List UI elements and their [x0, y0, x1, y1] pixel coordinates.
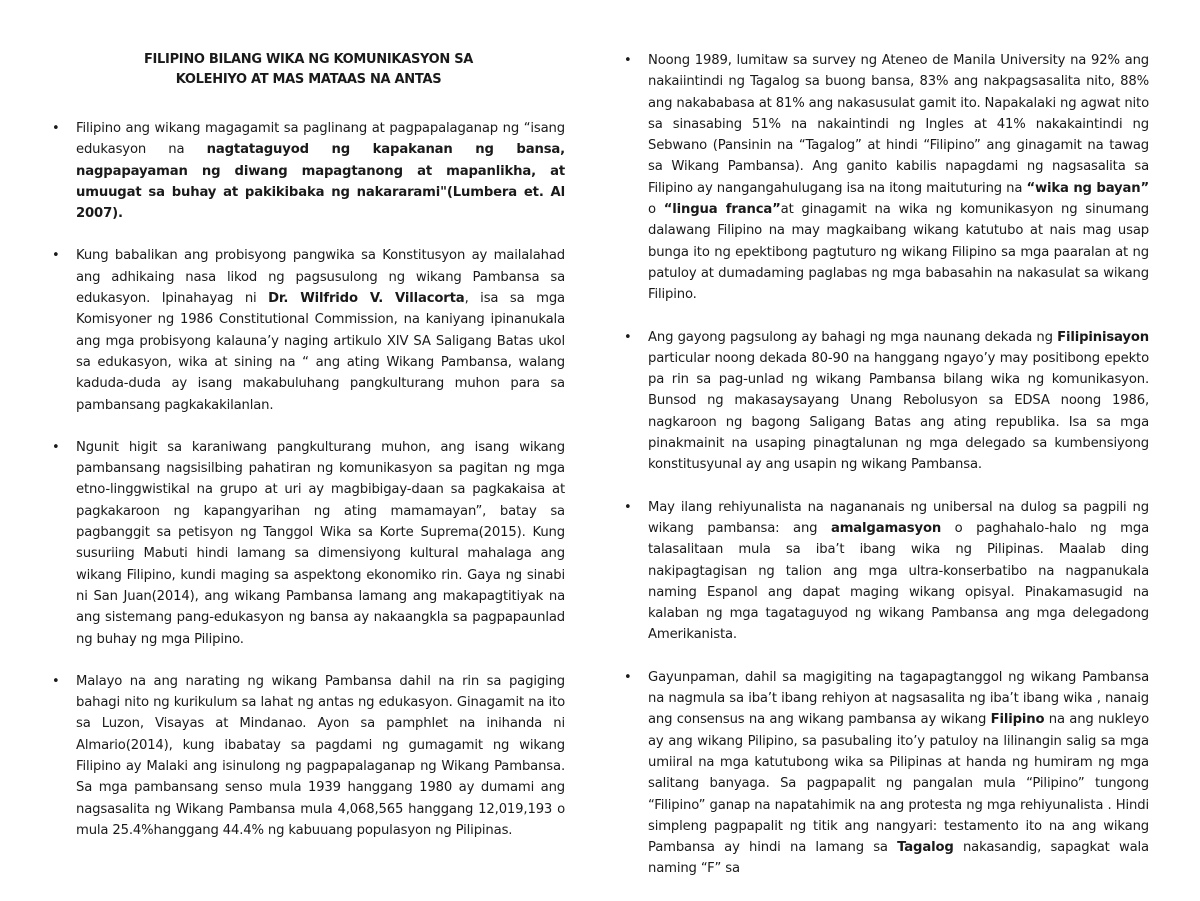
bold-phrase: amalgamasyon — [830, 520, 942, 536]
paragraph-text: o paghahalo-halo ng mga talasalitaan mula sa iba’t ibang wika ng Pilipinas. Maalab ding nakipagtagisan ng talion ang mga ultra-konserbatibo na nagpanukala naming Espanol ang dapat maging wikang opisyal. Pinakamasugid na kalaban ng mga tagataguyod ng wikang Pambansa ang mga delegadong Amerikanista. — [648, 520, 1150, 643]
bold-phrase: Filipinisayon — [1057, 329, 1149, 345]
paragraph-text: Ang gayong pagsulong ay bahagi ng mga naunang dekada ng — [648, 329, 1058, 345]
right-bullet-list — [624, 50, 1149, 880]
right-column — [624, 50, 1149, 901]
paragraph-text: na ang nukleyo ay ang wikang Pilipino, sa pasubaling ito’y patuloy na lilinangin salig sa mga umiiral na mga katutubong wika sa Pilipinas at handa ng humiram ng mga salitang banyaga. Sa pagpapalit ng pangalan mula “Pilipino” tungong “Filipino” ganap na napatahimik na ang protesta ng mga rehiyunalista . Hindi simpleng pagpapalit ng titik ang nangyari: testamento ito na ang wikang Pambansa ay hindi na lamang sa — [648, 712, 1149, 856]
document-title — [52, 50, 565, 90]
paragraph-text: Malayo na ang narating ng wikang Pambansa dahil na rin sa pagiging bahagi nito ng kurikulum sa lahat ng antas ng edukasyon. Ginagamit na ito sa Luzon, Visayas at Mindanao. Ayon sa pamphlet na inihanda ni Almario(2014), kung ibabatay sa pagdami ng gumagamit ng wikang Filipino ay Malaki ang isinulong ng pagpapalaganap ng Wikang Pambansa. Sa mga pambansang senso mula 1939 hanggang 1980 ay dumami ang nagsasalita ng Wikang Pambansa mula 4,068,565 hanggang 12,019,193 o mula 25.4%hanggang 44.4% ng kabuuang populasyon ng Pilipinas. — [76, 673, 565, 838]
paragraph-text: Gayunpaman, dahil sa magigiting na tagapagtanggol ng wikang Pambansa na nagmula sa iba’t ibang rehiyon at nagsasalita ng iba’t ibang wika , nanaig ang consensus na ang wikang pambansa ay wikang — [648, 669, 1149, 728]
bold-phrase: nagtataguyod ng kapakanan ng bansa, nagpapayaman ng diwang mapagtanong at mapanlikha, at umuugat sa buhay at pakikibaka ng nakararami"(Lumbera et. Al 2007). — [76, 142, 566, 222]
bold-phrase: Tagalog — [897, 840, 954, 856]
bold-phrase: “wika ng bayan” — [1026, 180, 1149, 196]
bullet-paragraph — [52, 245, 565, 415]
paragraph-text: Ngunit higit sa karaniwang pangkulturang muhon, ang isang wikang pambansang nagsisilbing pahatiran ng komunikasyon sa pagitan ng mga etno-linggwistikal na grupo at uri ay magbibigay-daan sa pagkakaisa at pagkakaroon ng kapangyarihan ng ating mamamayan”, batay sa pagbanggit sa petisyon ng Tanggol Wika sa Korte Suprema(2015). Kung susuriing Mabuti hindi lamang sa dimensiyong kultural mahalaga ang wikang Filipino, kundi maging sa aspektong ekonomiko rin. Gaya ng sinabi ni San Juan(2014), ang wikang Pambansa lamang ang makapagtitiyak na ang sistemang pang-edukasyon ng bansa ay nakaangkla sa pagpapaunlad ng buhay ng mga Pilipino. — [76, 439, 565, 647]
bold-name: Dr. Wilfrido V. Villacorta — [268, 291, 465, 307]
title-line-2: KOLEHIYO AT MAS MATAAS NA ANTAS — [175, 72, 442, 87]
paragraph-text: particular noong dekada 80-90 na hanggang ngayo’y may positibong epekto pa rin sa pag-unlad ng wikang Pambansa bilang wika ng komunikasyon. Bunsod ng makasaysayang Unang Rebolusyon sa EDSA noong 1986, nagkaroon ng bagong Saligang Batas ang ating republika. Isa sa mga pinakmainit na usaping pinagtalunan ng mga delegado sa kumbensiyong konstitusyunal ay ang usapin ng wikang Pambansa. — [648, 350, 1149, 473]
left-bullet-list — [52, 118, 565, 841]
paragraph-text: nakasandig, sapagkat wala naming “F” sa — [648, 840, 1149, 877]
paragraph-text: May ilang rehiyunalista na nagananais ng unibersal na dulog sa pagpili ng wikang pambansa: ang — [648, 499, 1149, 536]
bullet-paragraph — [52, 437, 565, 650]
title-line-1: FILIPINO BILANG WIKA NG KOMUNIKASYON SA — [143, 52, 474, 67]
paragraph-text: Kung babalikan ang probisyong pangwika sa Konstitusyon ay mailalahad ang adhikaing nasa likod ng pagsusulong ng wikang Pambansa sa edukasyon. Ipinahayag ni — [76, 248, 565, 307]
paragraph-text: o — [648, 202, 664, 218]
bullet-paragraph — [52, 118, 565, 224]
left-column — [52, 50, 565, 862]
bullet-paragraph — [624, 497, 1149, 646]
bullet-paragraph — [624, 50, 1149, 306]
paragraph-text: at ginagamit na wika ng komunikasyon ng sinumang dalawang Filipino na may magkaibang wikang katutubo at nais mag usap bunga ito ng epektibong pagtuturo ng wikang Filipino sa mga paaralan at ng patuloy at dumadaming paglabas ng mga babasahin na nakasulat sa wikang Filipino. — [648, 202, 1149, 303]
bullet-paragraph — [624, 667, 1149, 880]
bold-phrase: Filipino — [990, 712, 1045, 728]
bold-phrase: “lingua franca” — [663, 202, 781, 218]
paragraph-text: Filipino ang wikang magagamit sa paglinang at pagpapalaganap ng “isang edukasyon na — [76, 121, 565, 158]
bullet-paragraph — [52, 671, 565, 841]
paragraph-text: Noong 1989, lumitaw sa survey ng Ateneo de Manila University na 92% ang nakaiintindi ng Tagalog sa buong bansa, 83% ang nakpagsasalita nito, 88% ang nakababasa at 81% ang nakasusulat gamit ito. Napakalaki ng agwat nito sa sinasabing 51% na nakaintindi ng Ingles at 41% nakakaintindi ng Sebwano (Pansinin na “Tagalog” at hindi “Filipino” ang ginagamit na tawag sa Wikang Pambansa). Ang ganito kabilis napagdami ng nagsasalita sa Filipino ay nangangahulugang isa na itong maituturing na — [648, 53, 1149, 196]
paragraph-text: , isa sa mga Komisyoner ng 1986 Constitutional Commission, na kaniyang ipinanukala ang mga probisyong kalauna’y naging artikulo XIV SA Saligang Batas ukol sa edukasyon, wika at sining na “ ang ating Wikang Pambansa, walang kaduda-duda ay isang makabuluhang pangkulturang muhon para sa pambansang pagkakakilanlan. — [76, 291, 565, 413]
bullet-paragraph — [624, 327, 1149, 476]
